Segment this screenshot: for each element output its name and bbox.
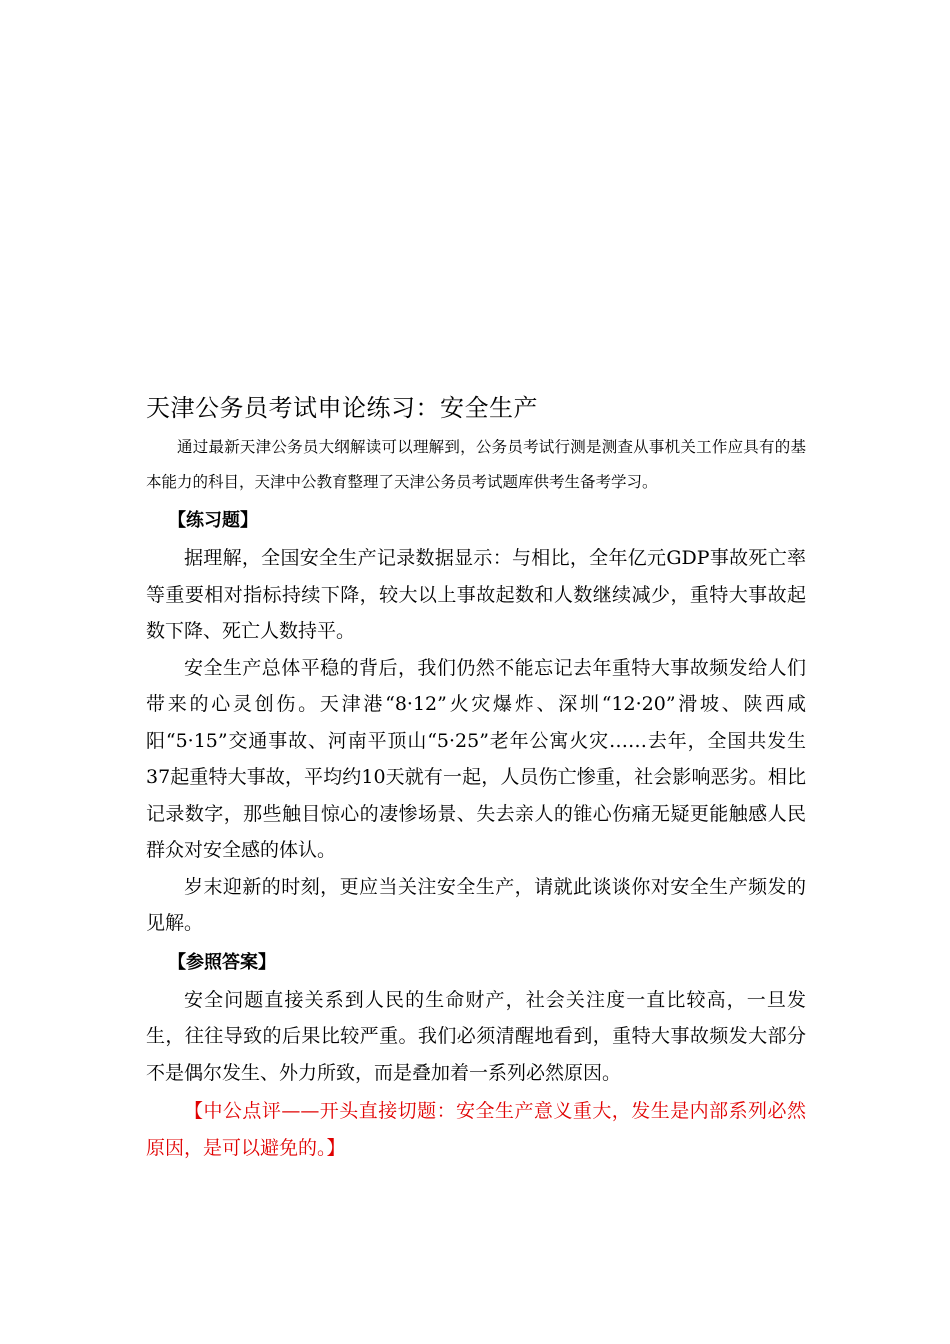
intro-paragraph: 通过最新天津公务员大纲解读可以理解到，公务员考试行测是测查从事机关工作应具有的基本能力的科目，天津中公教育整理了天津公务员考试题库供考生备考学习。 bbox=[146, 438, 806, 491]
document-page bbox=[146, 388, 806, 1166]
exercise-paragraph-2: 安全生产总体平稳的背后，我们仍然不能忘记去年重特大事故频发给人们带来的心灵创伤。天津港“8·12”火灾爆炸、深圳“12·20”滑坡、陕西咸阳“5·15”交通事故、河南平顶山“5·25”老年公寓火灾……去年，全国共发生37起重特大事故，平均约10天就有一起，人员伤亡惨重，社会影响恶劣。相比记录数字，那些触目惊心的凄惨场景、失去亲人的锥心伤痛无疑更能触感人民群众对安全感的体认。 bbox=[146, 656, 806, 861]
commentary-note: 【中公点评——开头直接切题：安全生产意义重大，发生是内部系列必然原因，是可以避免的。】 bbox=[146, 1100, 806, 1159]
exercise-heading: 【练习题】 bbox=[168, 510, 258, 531]
answer-paragraph: 安全问题直接关系到人民的生命财产，社会关注度一直比较高，一旦发生，往往导致的后果比较严重。我们必须清醒地看到，重特大事故频发大部分不是偶尔发生、外力所致，而是叠加着一系列必然原因。 bbox=[146, 988, 806, 1084]
exercise-paragraph-3: 岁末迎新的时刻，更应当关注安全生产，请就此谈谈你对安全生产频发的见解。 bbox=[146, 875, 806, 934]
answer-heading: 【参照答案】 bbox=[168, 951, 276, 973]
exercise-paragraph-1: 据理解，全国安全生产记录数据显示：与相比，全年亿元GDP事故死亡率等重要相对指标持续下降，较大以上事故起数和人数继续减少，重特大事故起数下降、死亡人数持平。 bbox=[146, 547, 806, 642]
document-title: 天津公务员考试申论练习：安全生产 bbox=[146, 394, 538, 422]
